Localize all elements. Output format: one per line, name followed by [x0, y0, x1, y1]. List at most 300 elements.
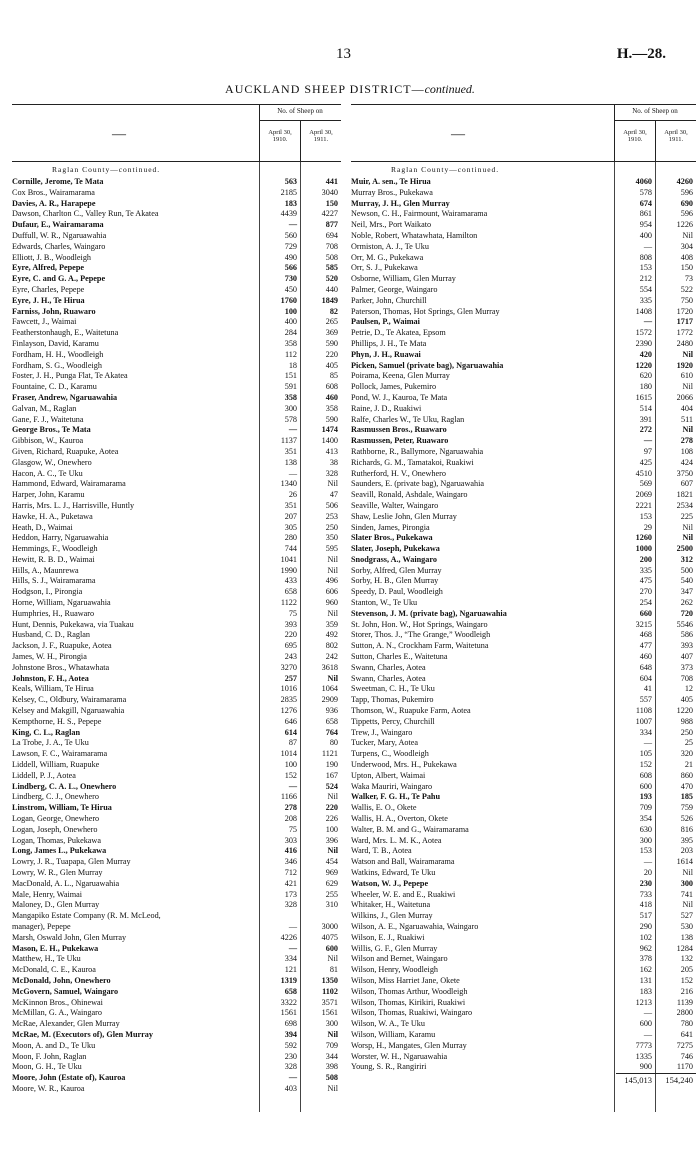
owner-name: Orr, M. G., Pukekawa — [351, 252, 424, 262]
sheep-1910: 208 — [284, 814, 297, 824]
sheep-1911: Nil — [327, 1029, 338, 1039]
sheep-1911: 527 — [680, 911, 693, 921]
sheep-1910: 2835 — [280, 695, 297, 705]
sheep-1911: Nil — [327, 554, 338, 564]
owner-name: MacDonald, A. L., Ngaruawahia — [12, 878, 120, 888]
table-row — [351, 620, 696, 631]
sheep-1910: 450 — [284, 284, 297, 294]
owner-name: Cornille, Jerome, Te Mata — [12, 177, 104, 186]
sheep-1910: 563 — [284, 177, 297, 186]
sheep-1911: 511 — [681, 414, 693, 424]
sheep-1910: — — [288, 943, 297, 953]
sheep-1911: 25 — [684, 738, 693, 748]
sheep-1911: 108 — [680, 446, 693, 456]
sheep-1911: 216 — [680, 986, 693, 996]
table-row — [12, 253, 341, 264]
sheep-1911: 506 — [325, 500, 338, 510]
sheep-1911: 658 — [325, 716, 338, 726]
sheep-1910: 300 — [639, 835, 652, 845]
owner-name: Harris, Mrs. L. J., Harrisville, Huntly — [12, 500, 135, 510]
table-row — [12, 771, 341, 782]
sheep-1910: 674 — [639, 198, 652, 208]
sheep-1911: 47 — [329, 490, 338, 500]
owner-name: Slater Bros., Pukekawa — [351, 533, 433, 543]
sheep-1911: Nil — [327, 673, 338, 683]
sheep-1911: 960 — [325, 598, 338, 608]
table-row — [12, 555, 341, 566]
owner-name: Rathborne, R., Ballymore, Ngaruawahia — [351, 446, 484, 456]
sheep-1910: 220 — [284, 630, 297, 640]
table-row — [12, 976, 341, 987]
sheep-1911: Nil — [327, 608, 338, 618]
sheep-1910: — — [643, 738, 652, 748]
table-row — [351, 868, 696, 879]
owner-name: Ward, Mrs. L. M. K., Aotea — [351, 835, 442, 845]
sheep-1911: 350 — [325, 533, 338, 543]
sheep-1911: 132 — [680, 954, 693, 964]
sheep-1910: 305 — [284, 522, 297, 532]
sheep-1911: 4260 — [676, 177, 693, 186]
sheep-1911: 1121 — [321, 749, 338, 759]
sheep-1911: 1350 — [321, 975, 338, 985]
owner-name: Hacon, A. C., Te Uku — [12, 468, 83, 478]
table-row — [12, 328, 341, 339]
owner-name: Watson and Ball, Wairamarama — [351, 857, 455, 867]
table-row — [351, 695, 696, 706]
sheep-1910: — — [643, 1008, 652, 1018]
sheep-1911: 2500 — [676, 544, 693, 554]
table-row — [351, 1008, 696, 1019]
sheep-1911: 1284 — [676, 943, 693, 953]
owner-name: Lawson, F. C., Wairamarama — [12, 749, 108, 759]
sheep-1910: 354 — [639, 814, 652, 824]
sheep-1910: 578 — [284, 414, 297, 424]
sheep-1910: 1561 — [280, 1008, 297, 1018]
table-row — [351, 1041, 696, 1052]
sheep-1910: 712 — [284, 868, 297, 877]
sheep-1910: 335 — [639, 295, 652, 305]
owner-name: Ralfe, Charles W., Te Uku, Raglan — [351, 414, 465, 424]
sheep-1910: — — [643, 241, 652, 251]
sheep-1911: 150 — [325, 198, 338, 208]
sheep-1910: 4510 — [635, 468, 652, 478]
header-group: No. of Sheep on — [632, 107, 678, 115]
table-row — [12, 425, 341, 436]
owner-name: Stevenson, J. M. (private bag), Ngaruawahia — [351, 608, 507, 618]
sheep-1911: 1220 — [676, 706, 693, 716]
table-row — [351, 415, 696, 426]
sheep-1911: 262 — [680, 598, 693, 608]
table-row — [351, 512, 696, 523]
sheep-1910: 278 — [284, 803, 297, 813]
table-row — [12, 814, 341, 825]
sheep-1911: 1561 — [321, 1008, 338, 1018]
table-row — [351, 436, 696, 447]
sheep-1910: 514 — [639, 403, 652, 413]
sheep-1910: 173 — [284, 889, 297, 899]
table-row — [351, 177, 696, 188]
header-blank: — — [112, 127, 126, 142]
sheep-1911: 586 — [680, 630, 693, 640]
sheep-1911: 242 — [325, 652, 338, 662]
sheep-1910: 421 — [284, 878, 297, 888]
table-row — [12, 965, 341, 976]
sheep-1910: 1014 — [280, 749, 297, 759]
sheep-1910: 2185 — [280, 187, 297, 197]
sheep-1911: 152 — [680, 975, 693, 985]
sheep-1910: 744 — [284, 544, 297, 554]
sheep-1910: 100 — [284, 760, 297, 770]
table-row — [12, 436, 341, 447]
sheep-1910: — — [288, 220, 297, 230]
owner-name: Kempthorne, H. S., Pepepe — [12, 716, 102, 726]
sheep-1910: 604 — [639, 673, 652, 683]
sheep-1911: 596 — [680, 187, 693, 197]
owner-name: Picken, Samuel (private bag), Ngaruawahia — [351, 360, 504, 370]
sheep-1910: 600 — [639, 781, 652, 791]
owner-name: Sorby, Alfred, Glen Murray — [351, 565, 442, 575]
sheep-1911: Nil — [327, 792, 338, 802]
sheep-1911: 12 — [684, 684, 693, 694]
heading-main: AUCKLAND SHEEP DISTRICT— — [225, 82, 425, 96]
sheep-1910: 490 — [284, 252, 297, 262]
owner-name: Johnston, F. H., Aotea — [12, 673, 89, 683]
sheep-1910: 2069 — [635, 490, 652, 500]
owner-name: Trew, J., Waingaro — [351, 727, 413, 737]
owner-name: Phyn, J. H., Ruawai — [351, 349, 421, 359]
owner-name: Eyre, Charles, Pepepe — [12, 284, 85, 294]
owner-name: Willis, G. F., Glen Murray — [351, 943, 438, 953]
sheep-1910: 658 — [284, 587, 297, 597]
sheep-1911: 3571 — [321, 997, 338, 1007]
sheep-1911: 424 — [680, 457, 693, 467]
sheep-1911: 38 — [329, 457, 338, 467]
table-row — [351, 458, 696, 469]
table-row — [351, 1030, 696, 1041]
sheep-1910: 351 — [284, 500, 297, 510]
table-row — [12, 846, 341, 857]
table-row — [12, 350, 341, 361]
left-table — [12, 104, 341, 1095]
owner-name: Horne, William, Ngaruawahia — [12, 598, 111, 608]
owner-name: Wilson, Thomas, Kirikiri, Ruakiwi — [351, 997, 466, 1007]
sheep-1911: Nil — [682, 425, 693, 435]
table-row — [12, 371, 341, 382]
table-row — [351, 911, 696, 922]
owner-name: Turpens, C., Woodleigh — [351, 749, 429, 759]
owner-name: McGovern, Samuel, Waingaro — [12, 986, 119, 996]
table-row — [351, 317, 696, 328]
table-row — [351, 501, 696, 512]
table-row — [351, 544, 696, 555]
sheep-1910: 475 — [639, 576, 652, 586]
owner-name: Duffull, W. R., Ngaruawahia — [12, 230, 107, 240]
table-row — [351, 447, 696, 458]
owner-name: King, C. L., Raglan — [12, 727, 81, 737]
table-row — [12, 879, 341, 890]
sheep-1911: 1920 — [676, 360, 693, 370]
owner-name: Wilson, A. E., Ngaruawahia, Waingaro — [351, 921, 479, 931]
sheep-1910: 1990 — [280, 565, 297, 575]
sheep-1910: 105 — [639, 749, 652, 759]
sheep-1910: 162 — [639, 965, 652, 975]
table-row — [12, 1073, 341, 1084]
owner-name: Storer, Thos. J., “The Grange,” Woodleigh — [351, 630, 491, 640]
table-row — [351, 900, 696, 911]
sheep-1911: 741 — [680, 889, 693, 899]
sheep-1910: 1007 — [635, 716, 652, 726]
owner-name: Underwood, Mrs. H., Pukekawa — [351, 760, 457, 770]
owner-name: Saunders, E. (private bag), Ngaruawahia — [351, 479, 484, 489]
owner-name: Hemmings, F., Woodleigh — [12, 544, 98, 554]
sheep-1910: 648 — [639, 662, 652, 672]
table-row — [12, 361, 341, 372]
sheep-1910: 900 — [639, 1062, 652, 1072]
owner-name: Ormiston, A. J., Te Uku — [351, 241, 429, 251]
table-row — [351, 242, 696, 253]
sheep-1910: 328 — [284, 900, 297, 910]
table-row — [351, 263, 696, 274]
sheep-1911: 750 — [680, 295, 693, 305]
table-row — [351, 922, 696, 933]
sheep-1910: 393 — [284, 619, 297, 629]
owner-name: Petrie, D., Te Akatea, Epsom — [351, 328, 446, 338]
sheep-1910: 3322 — [280, 997, 297, 1007]
sheep-1911: Nil — [682, 230, 693, 240]
owner-name: Sweetman, C. H., Te Uku — [351, 684, 435, 694]
sheep-1911: 300 — [680, 878, 693, 888]
sheep-1911: 590 — [325, 338, 338, 348]
sheep-1911: 358 — [325, 403, 338, 413]
table-row — [12, 415, 341, 426]
sheep-1911: 2909 — [321, 695, 338, 705]
table-row — [351, 609, 696, 620]
owner-name: Glasgow, W., Onewhero — [12, 457, 92, 467]
sheep-1911: Nil — [682, 868, 693, 877]
table-row — [12, 890, 341, 901]
header-col1: April 30, 1910. — [268, 129, 292, 143]
table-row — [12, 404, 341, 415]
sheep-1911: 496 — [325, 576, 338, 586]
table-row — [12, 263, 341, 274]
table-row — [12, 199, 341, 210]
sheep-1911: 81 — [329, 965, 338, 975]
sheep-1911: 250 — [325, 522, 338, 532]
sheep-1911: 138 — [680, 932, 693, 942]
table-row — [12, 566, 341, 577]
sheep-1910: 1108 — [635, 706, 652, 716]
owner-name: Poirama, Keena, Glen Murray — [351, 371, 450, 381]
table-row — [351, 188, 696, 199]
owner-name: Moon, G. H., Te Uku — [12, 1062, 82, 1072]
sheep-1911: 73 — [684, 274, 693, 284]
sheep-1911: 82 — [329, 306, 338, 316]
sheep-1910: 660 — [639, 608, 652, 618]
sheep-1910: 1760 — [280, 295, 297, 305]
sheep-1911: 590 — [325, 414, 338, 424]
owner-name: Liddell, William, Ruapuke — [12, 760, 100, 770]
sheep-1910: 560 — [284, 230, 297, 240]
table-row — [351, 231, 696, 242]
table-row — [351, 630, 696, 641]
sheep-1910: 18 — [288, 360, 297, 370]
sheep-1910: 26 — [288, 490, 297, 500]
owner-name: Logan, Joseph, Onewhero — [12, 824, 98, 834]
sheep-1910: 183 — [639, 986, 652, 996]
table-row — [351, 890, 696, 901]
owner-name: Given, Richard, Ruapuke, Aotea — [12, 446, 119, 456]
table-row — [12, 490, 341, 501]
table-row — [12, 922, 341, 933]
owner-name: Sinden, James, Pirongia — [351, 522, 430, 532]
sheep-1910: 1016 — [280, 684, 297, 694]
sheep-1911: 220 — [325, 349, 338, 359]
sheep-1910: — — [288, 468, 297, 478]
sheep-1910: 334 — [639, 727, 652, 737]
owner-name: Eyre, C. and G. A., Pepepe — [12, 274, 106, 284]
table-row — [351, 425, 696, 436]
owner-name: Male, Henry, Waimai — [12, 889, 83, 899]
table-row — [12, 447, 341, 458]
sheep-1910: 346 — [284, 857, 297, 867]
owner-name: Richards, G. M., Tamatakoi, Ruakiwi — [351, 457, 474, 467]
owner-name: Jackson, J. F., Ruapuke, Aotea — [12, 641, 112, 651]
table-row — [351, 738, 696, 749]
owner-name: Hunt, Dennis, Pukekawa, via Tuakau — [12, 619, 134, 629]
right-rows — [351, 162, 696, 1073]
table-row — [12, 911, 341, 922]
owner-name: Raine, J. D., Ruakiwi — [351, 403, 422, 413]
sheep-1910: 1213 — [635, 997, 652, 1007]
sheep-1911: 780 — [680, 1019, 693, 1029]
left-rows — [12, 162, 341, 1095]
sheep-1910: 121 — [284, 965, 297, 975]
sheep-1911: 226 — [325, 814, 338, 824]
owner-name: Long, James L., Pukekawa — [12, 846, 107, 856]
header-group: No. of Sheep on — [277, 107, 323, 115]
sheep-1911: 2800 — [676, 1008, 693, 1018]
table-row — [12, 296, 341, 307]
owner-name: Wilson, Henry, Woodleigh — [351, 965, 439, 975]
table-row — [12, 576, 341, 587]
owner-name: Logan, Thomas, Pukekawa — [12, 835, 101, 845]
table-row — [12, 987, 341, 998]
table-row — [351, 479, 696, 490]
owner-name: James, W. H., Pirongia — [12, 652, 87, 662]
sheep-1910: — — [288, 425, 297, 435]
owner-name: Swann, Charles, Aotea — [351, 673, 426, 683]
sheep-1911: 310 — [325, 900, 338, 910]
table-row — [12, 684, 341, 695]
table-row — [351, 987, 696, 998]
table-row — [12, 317, 341, 328]
owner-name: Speedy, D. Paul, Woodleigh — [351, 587, 443, 597]
owner-name: McRae, Alexander, Glen Murray — [12, 1019, 120, 1029]
left-table-header — [12, 104, 341, 162]
sheep-1911: 708 — [325, 241, 338, 251]
owner-name: Tippetts, Percy, Churchill — [351, 716, 435, 726]
table-row — [351, 274, 696, 285]
owner-name: Wilson, Thomas Arthur, Woodleigh — [351, 986, 468, 996]
owner-name: Seavill, Ronald, Ashdale, Waingaro — [351, 490, 468, 500]
owner-name: Wilson, E. J., Ruakiwi — [351, 932, 425, 942]
table-row — [12, 393, 341, 404]
owner-name: Pollock, James, Pukemiro — [351, 382, 437, 392]
page-number: 13 — [336, 46, 351, 62]
sheep-1911: 203 — [680, 846, 693, 856]
sheep-1910: 608 — [639, 770, 652, 780]
sheep-1911: 220 — [325, 803, 338, 813]
sheep-1910: 153 — [639, 846, 652, 856]
sheep-1911: Nil — [327, 846, 338, 856]
owner-name: Hawke, H. A., Puketawa — [12, 511, 93, 521]
owner-name: Keals, William, Te Hirua — [12, 684, 94, 694]
sheep-1910: 468 — [639, 630, 652, 640]
owner-name: Paulsen, P., Waimai — [351, 317, 420, 327]
sheep-1910: — — [288, 921, 297, 931]
sheep-1910: 272 — [639, 425, 652, 435]
owner-name: Gibbison, W., Kauroa — [12, 436, 84, 446]
owner-name: Hammond, Edward, Wairamarama — [12, 479, 126, 489]
owner-name: Foster, J. H., Punga Flat, Te Akatea — [12, 371, 128, 381]
sheep-1911: 250 — [680, 727, 693, 737]
sheep-1911: 690 — [680, 198, 693, 208]
sheep-1911: 300 — [325, 1019, 338, 1029]
header-blank: — — [451, 127, 465, 142]
table-row — [351, 523, 696, 534]
table-row — [12, 620, 341, 631]
table-row — [12, 209, 341, 220]
sheep-1911: 190 — [325, 760, 338, 770]
sheep-1910: 358 — [284, 338, 297, 348]
sheep-1910: 1615 — [635, 392, 652, 402]
sheep-1910: 614 — [284, 727, 297, 737]
sheep-1910: 1137 — [280, 436, 297, 446]
owner-name: Fawcett, J., Waimai — [12, 317, 77, 327]
sheep-1911: 347 — [680, 587, 693, 597]
sheep-1910: 962 — [639, 943, 652, 953]
sheep-1910: 808 — [639, 252, 652, 262]
sheep-1910: 351 — [284, 446, 297, 456]
table-row — [351, 199, 696, 210]
sheep-1911: 395 — [680, 835, 693, 845]
owner-name: Husband, C. D., Raglan — [12, 630, 91, 640]
left-subheading: Raglan County—continued. — [52, 165, 161, 174]
table-row — [12, 1041, 341, 1052]
page-heading — [0, 82, 700, 97]
table-row — [12, 220, 341, 231]
owner-name: Sorby, H. B., Glen Murray — [351, 576, 439, 586]
sheep-1911: 404 — [680, 403, 693, 413]
sheep-1910: 477 — [639, 641, 652, 651]
sheep-1911: 694 — [325, 230, 338, 240]
sheep-1911: 205 — [680, 965, 693, 975]
sheep-1911: 1400 — [321, 436, 338, 446]
sheep-1910: 87 — [288, 738, 297, 748]
table-row — [351, 350, 696, 361]
sheep-1910: 20 — [643, 868, 652, 877]
owner-name: Mangapiko Estate Company (R. M. McLeod, — [12, 911, 161, 921]
sheep-1911: 21 — [684, 760, 693, 770]
sheep-1911: 709 — [325, 1040, 338, 1050]
owner-name: Stanton, W., Te Uku — [351, 598, 418, 608]
table-row — [12, 792, 341, 803]
sheep-1911: 3750 — [676, 468, 693, 478]
sheep-1910: 591 — [284, 382, 297, 392]
owner-name: Walter, B. M. and G., Wairamarama — [351, 824, 469, 834]
sheep-1910: 420 — [639, 349, 652, 359]
sheep-1910: — — [643, 436, 652, 446]
